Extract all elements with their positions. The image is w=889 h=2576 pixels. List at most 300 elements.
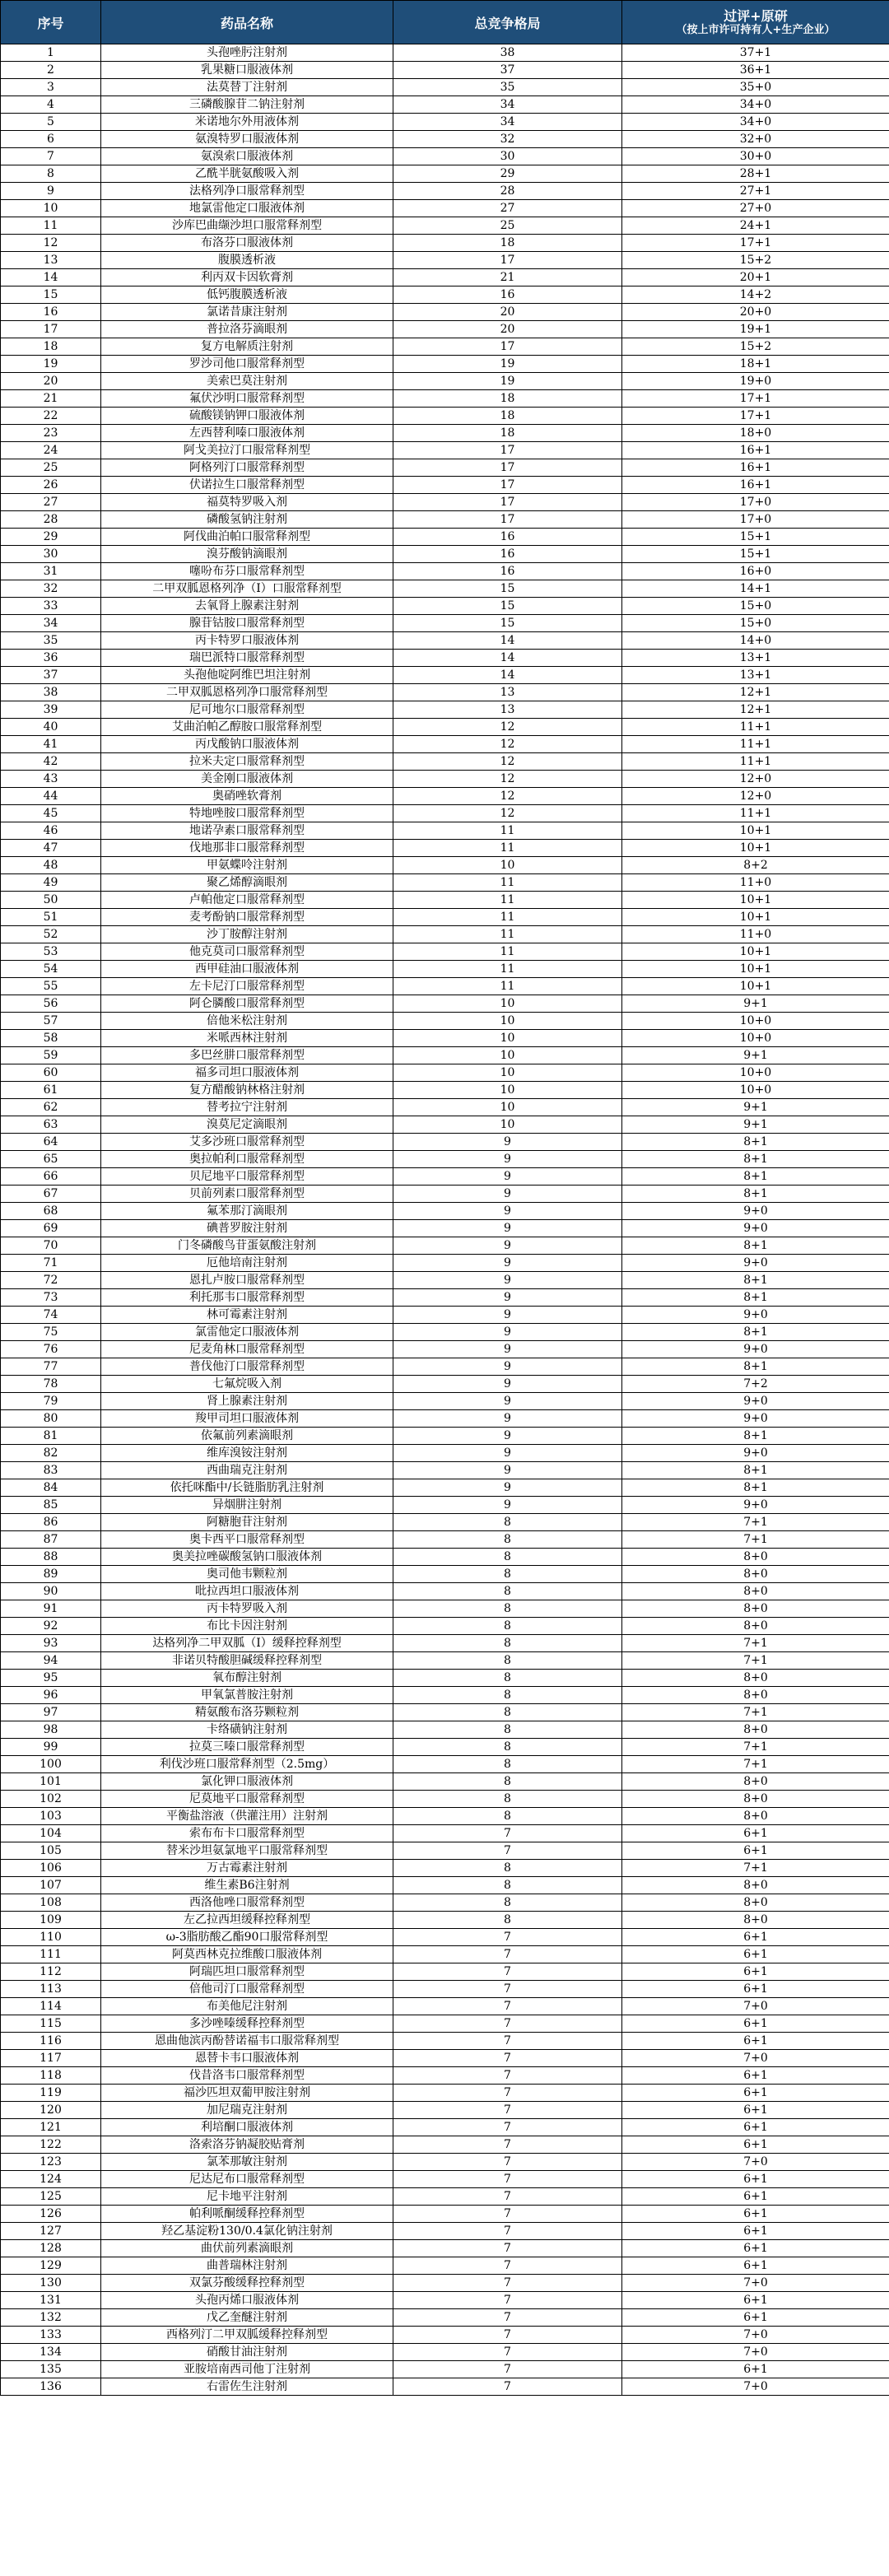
table-row	[1, 1376, 889, 1393]
table-row	[1, 165, 889, 183]
cell-total: 8	[393, 1791, 622, 1808]
cell-drug-name: 左卡尼汀口服常释剂型	[101, 978, 393, 995]
cell-total: 14	[393, 650, 622, 667]
cell-drug-name: 奥拉帕利口服常释剂型	[101, 1151, 393, 1168]
cell-total: 9	[393, 1220, 622, 1237]
table-row	[1, 1808, 889, 1825]
cell-drug-name: 阿莫西林克拉维酸口服液体剂	[101, 1946, 393, 1963]
cell-drug-name: 瑞巴派特口服常释剂型	[101, 650, 393, 667]
cell-total: 12	[393, 736, 622, 753]
table-row	[1, 511, 889, 529]
table-row	[1, 995, 889, 1013]
cell-total: 11	[393, 943, 622, 961]
cell-total: 8	[393, 1670, 622, 1687]
cell-review: 9+0	[622, 1497, 889, 1514]
cell-total: 13	[393, 684, 622, 701]
table-row	[1, 684, 889, 701]
cell-no: 45	[1, 805, 101, 822]
cell-no: 17	[1, 321, 101, 338]
table-row	[1, 1670, 889, 1687]
table-row	[1, 1583, 889, 1600]
cell-drug-name: 倍他米松注射剂	[101, 1013, 393, 1030]
cell-no: 62	[1, 1099, 101, 1116]
cell-no: 58	[1, 1030, 101, 1047]
cell-no: 89	[1, 1566, 101, 1583]
cell-total: 20	[393, 304, 622, 321]
cell-no: 39	[1, 701, 101, 719]
cell-review: 6+1	[622, 1825, 889, 1842]
cell-total: 7	[393, 2361, 622, 2378]
cell-total: 8	[393, 1877, 622, 1894]
cell-review: 34+0	[622, 96, 889, 114]
cell-review: 17+0	[622, 511, 889, 529]
cell-review: 8+1	[622, 1324, 889, 1341]
cell-total: 38	[393, 44, 622, 62]
cell-drug-name: 多巴丝肼口服常释剂型	[101, 1047, 393, 1064]
cell-total: 12	[393, 719, 622, 736]
table-row	[1, 286, 889, 304]
cell-no: 79	[1, 1393, 101, 1410]
cell-total: 11	[393, 840, 622, 857]
table-row	[1, 425, 889, 442]
cell-total: 7	[393, 2136, 622, 2154]
cell-total: 7	[393, 2015, 622, 2033]
cell-no: 127	[1, 2223, 101, 2240]
cell-review: 7+0	[622, 2327, 889, 2344]
cell-drug-name: 维库溴铵注射剂	[101, 1445, 393, 1462]
cell-drug-name: 奥卡西平口服常释剂型	[101, 1531, 393, 1549]
table-row	[1, 529, 889, 546]
cell-no: 36	[1, 650, 101, 667]
cell-no: 95	[1, 1670, 101, 1687]
cell-review: 11+1	[622, 736, 889, 753]
cell-drug-name: 甲氨蝶呤注射剂	[101, 857, 393, 874]
table-row	[1, 1047, 889, 1064]
cell-no: 77	[1, 1358, 101, 1376]
cell-total: 18	[393, 390, 622, 408]
cell-review: 14+1	[622, 580, 889, 598]
cell-drug-name: 拉米夫定口服常释剂型	[101, 753, 393, 771]
cell-total: 8	[393, 1808, 622, 1825]
cell-review: 8+1	[622, 1237, 889, 1255]
cell-total: 8	[393, 1635, 622, 1652]
table-row	[1, 96, 889, 114]
cell-no: 59	[1, 1047, 101, 1064]
cell-review: 15+1	[622, 546, 889, 563]
cell-drug-name: 布比卡因注射剂	[101, 1618, 393, 1635]
cell-no: 13	[1, 252, 101, 269]
cell-review: 6+1	[622, 1929, 889, 1946]
table-row	[1, 2154, 889, 2171]
table-row	[1, 2067, 889, 2085]
cell-total: 7	[393, 1998, 622, 2015]
cell-review: 9+0	[622, 1445, 889, 1462]
cell-drug-name: 奥司他韦颗粒剂	[101, 1566, 393, 1583]
table-row	[1, 1186, 889, 1203]
cell-no: 51	[1, 909, 101, 926]
table-row	[1, 408, 889, 425]
cell-drug-name: 左乙拉西坦缓释控释剂型	[101, 1912, 393, 1929]
table-row	[1, 183, 889, 200]
cell-total: 12	[393, 771, 622, 788]
cell-no: 107	[1, 1877, 101, 1894]
cell-review: 15+2	[622, 252, 889, 269]
cell-no: 93	[1, 1635, 101, 1652]
cell-drug-name: 布洛芬口服液体剂	[101, 235, 393, 252]
cell-review: 18+1	[622, 356, 889, 373]
cell-no: 80	[1, 1410, 101, 1428]
cell-total: 9	[393, 1134, 622, 1151]
cell-drug-name: 氧布醇注射剂	[101, 1670, 393, 1687]
cell-no: 119	[1, 2085, 101, 2102]
cell-drug-name: 西曲瑞克注射剂	[101, 1462, 393, 1479]
cell-drug-name: 米哌西林注射剂	[101, 1030, 393, 1047]
cell-review: 6+1	[622, 2171, 889, 2188]
cell-total: 8	[393, 1600, 622, 1618]
cell-drug-name: 右雷佐生注射剂	[101, 2378, 393, 2396]
cell-review: 16+1	[622, 459, 889, 477]
header-review-main: 过评+原研	[724, 7, 788, 24]
cell-total: 8	[393, 1687, 622, 1704]
cell-review: 8+0	[622, 1773, 889, 1791]
cell-no: 44	[1, 788, 101, 805]
cell-no: 114	[1, 1998, 101, 2015]
cell-review: 8+0	[622, 1583, 889, 1600]
cell-review: 10+1	[622, 943, 889, 961]
cell-total: 8	[393, 1704, 622, 1721]
cell-total: 17	[393, 477, 622, 494]
cell-no: 37	[1, 667, 101, 684]
cell-review: 9+0	[622, 1220, 889, 1237]
cell-drug-name: 福沙匹坦双葡甲胺注射剂	[101, 2085, 393, 2102]
cell-drug-name: 丙卡特罗口服液体剂	[101, 632, 393, 650]
cell-no: 7	[1, 148, 101, 165]
cell-drug-name: 门冬磷酸鸟苷蛋氨酸注射剂	[101, 1237, 393, 1255]
cell-no: 92	[1, 1618, 101, 1635]
table-row	[1, 79, 889, 96]
cell-review: 12+1	[622, 684, 889, 701]
table-row	[1, 1445, 889, 1462]
table-row	[1, 1358, 889, 1376]
cell-drug-name: 奥硝唑软膏剂	[101, 788, 393, 805]
cell-drug-name: 氟伏沙明口服常释剂型	[101, 390, 393, 408]
cell-drug-name: 氨溴特罗口服液体剂	[101, 131, 393, 148]
table-row	[1, 1912, 889, 1929]
cell-no: 42	[1, 753, 101, 771]
cell-total: 9	[393, 1289, 622, 1307]
table-row	[1, 1860, 889, 1877]
cell-no: 33	[1, 598, 101, 615]
cell-review: 11+1	[622, 805, 889, 822]
cell-no: 25	[1, 459, 101, 477]
cell-review: 10+1	[622, 892, 889, 909]
cell-drug-name: 硫酸镁钠钾口服液体剂	[101, 408, 393, 425]
cell-total: 18	[393, 408, 622, 425]
cell-no: 101	[1, 1773, 101, 1791]
cell-no: 15	[1, 286, 101, 304]
table-row	[1, 2136, 889, 2154]
table-row	[1, 1064, 889, 1082]
cell-total: 7	[393, 1981, 622, 1998]
table-row	[1, 2292, 889, 2309]
table-row	[1, 2119, 889, 2136]
table-row	[1, 2257, 889, 2275]
cell-drug-name: 氯雷他定口服液体剂	[101, 1324, 393, 1341]
cell-no: 123	[1, 2154, 101, 2171]
cell-drug-name: 卡络磺钠注射剂	[101, 1721, 393, 1739]
table-row	[1, 822, 889, 840]
cell-review: 9+0	[622, 1255, 889, 1272]
table-row	[1, 805, 889, 822]
cell-drug-name: 福莫特罗吸入剂	[101, 494, 393, 511]
cell-drug-name: 复方醋酸钠林格注射剂	[101, 1082, 393, 1099]
table-row	[1, 2344, 889, 2361]
cell-total: 17	[393, 338, 622, 356]
cell-drug-name: 溴芬酸钠滴眼剂	[101, 546, 393, 563]
cell-review: 17+1	[622, 235, 889, 252]
cell-drug-name: 肾上腺素注射剂	[101, 1393, 393, 1410]
cell-review: 6+1	[622, 2223, 889, 2240]
cell-review: 8+2	[622, 857, 889, 874]
cell-drug-name: 罗沙司他口服常释剂型	[101, 356, 393, 373]
cell-review: 8+0	[622, 1877, 889, 1894]
table-row	[1, 373, 889, 390]
cell-no: 75	[1, 1324, 101, 1341]
table-row	[1, 1531, 889, 1549]
cell-total: 8	[393, 1618, 622, 1635]
cell-drug-name: 精氨酸布洛芬颗粒剂	[101, 1704, 393, 1721]
cell-review: 9+1	[622, 995, 889, 1013]
cell-no: 21	[1, 390, 101, 408]
cell-total: 20	[393, 321, 622, 338]
cell-no: 52	[1, 926, 101, 943]
table-row	[1, 546, 889, 563]
table-row	[1, 1618, 889, 1635]
cell-no: 34	[1, 615, 101, 632]
cell-no: 71	[1, 1255, 101, 1272]
cell-drug-name: 硝酸甘油注射剂	[101, 2344, 393, 2361]
cell-review: 8+1	[622, 1358, 889, 1376]
cell-total: 10	[393, 1013, 622, 1030]
cell-no: 106	[1, 1860, 101, 1877]
cell-total: 7	[393, 2171, 622, 2188]
cell-no: 41	[1, 736, 101, 753]
cell-no: 50	[1, 892, 101, 909]
cell-drug-name: 厄他培南注射剂	[101, 1255, 393, 1272]
cell-total: 9	[393, 1186, 622, 1203]
cell-review: 8+1	[622, 1289, 889, 1307]
cell-review: 17+1	[622, 408, 889, 425]
table-row	[1, 1237, 889, 1255]
table-row	[1, 114, 889, 131]
cell-no: 103	[1, 1808, 101, 1825]
table-row	[1, 1255, 889, 1272]
cell-total: 30	[393, 148, 622, 165]
cell-no: 128	[1, 2240, 101, 2257]
cell-drug-name: 氯苯那敏注射剂	[101, 2154, 393, 2171]
cell-total: 7	[393, 2344, 622, 2361]
cell-review: 7+2	[622, 1376, 889, 1393]
cell-review: 15+1	[622, 529, 889, 546]
cell-no: 18	[1, 338, 101, 356]
cell-total: 12	[393, 788, 622, 805]
cell-total: 7	[393, 2223, 622, 2240]
cell-total: 11	[393, 874, 622, 892]
cell-total: 32	[393, 131, 622, 148]
table-row	[1, 892, 889, 909]
cell-review: 35+0	[622, 79, 889, 96]
cell-review: 6+1	[622, 2240, 889, 2257]
table-row	[1, 494, 889, 511]
cell-drug-name: 加尼瑞克注射剂	[101, 2102, 393, 2119]
cell-no: 124	[1, 2171, 101, 2188]
cell-no: 6	[1, 131, 101, 148]
cell-drug-name: 吡拉西坦口服液体剂	[101, 1583, 393, 1600]
cell-no: 29	[1, 529, 101, 546]
cell-total: 7	[393, 2378, 622, 2396]
cell-review: 11+0	[622, 926, 889, 943]
cell-drug-name: 艾多沙班口服常释剂型	[101, 1134, 393, 1151]
table-row	[1, 580, 889, 598]
table-row	[1, 252, 889, 269]
cell-drug-name: 丙卡特罗吸入剂	[101, 1600, 393, 1618]
cell-no: 102	[1, 1791, 101, 1808]
cell-drug-name: 去氧肾上腺素注射剂	[101, 598, 393, 615]
table-row	[1, 1462, 889, 1479]
cell-no: 125	[1, 2188, 101, 2206]
table-row	[1, 615, 889, 632]
cell-drug-name: 曲伏前列素滴眼剂	[101, 2240, 393, 2257]
cell-review: 28+1	[622, 165, 889, 183]
header-total-competition: 总竞争格局	[393, 1, 622, 44]
table-row	[1, 1963, 889, 1981]
cell-no: 70	[1, 1237, 101, 1255]
table-row	[1, 736, 889, 753]
cell-no: 11	[1, 217, 101, 235]
cell-total: 10	[393, 1099, 622, 1116]
cell-drug-name: 万古霉素注射剂	[101, 1860, 393, 1877]
table-row	[1, 857, 889, 874]
cell-drug-name: 麦考酚钠口服常释剂型	[101, 909, 393, 926]
cell-no: 54	[1, 961, 101, 978]
cell-total: 12	[393, 805, 622, 822]
cell-no: 64	[1, 1134, 101, 1151]
cell-review: 6+1	[622, 2309, 889, 2327]
cell-drug-name: 伐昔洛韦口服常释剂型	[101, 2067, 393, 2085]
cell-review: 8+1	[622, 1134, 889, 1151]
cell-review: 14+0	[622, 632, 889, 650]
cell-total: 7	[393, 1825, 622, 1842]
cell-total: 10	[393, 1030, 622, 1047]
table-row	[1, 321, 889, 338]
table-row	[1, 1116, 889, 1134]
cell-no: 91	[1, 1600, 101, 1618]
header-review-sub: （按上市许可持有人+生产企业）	[676, 23, 835, 36]
cell-review: 8+0	[622, 1566, 889, 1583]
cell-review: 10+1	[622, 961, 889, 978]
cell-total: 8	[393, 1756, 622, 1773]
cell-review: 17+1	[622, 390, 889, 408]
cell-review: 9+0	[622, 1410, 889, 1428]
cell-review: 20+0	[622, 304, 889, 321]
cell-drug-name: 尼达尼布口服常释剂型	[101, 2171, 393, 2188]
cell-drug-name: 复方电解质注射剂	[101, 338, 393, 356]
table-row	[1, 874, 889, 892]
cell-total: 9	[393, 1151, 622, 1168]
cell-review: 7+0	[622, 1998, 889, 2015]
cell-review: 30+0	[622, 148, 889, 165]
cell-review: 8+1	[622, 1462, 889, 1479]
cell-review: 11+0	[622, 874, 889, 892]
cell-drug-name: 利丙双卡因软膏剂	[101, 269, 393, 286]
cell-no: 32	[1, 580, 101, 598]
cell-no: 122	[1, 2136, 101, 2154]
table-row	[1, 632, 889, 650]
cell-total: 10	[393, 1064, 622, 1082]
cell-no: 116	[1, 2033, 101, 2050]
cell-drug-name: 二甲双胍恩格列净口服常释剂型	[101, 684, 393, 701]
cell-no: 131	[1, 2292, 101, 2309]
cell-review: 20+1	[622, 269, 889, 286]
cell-drug-name: 西甲硅油口服液体剂	[101, 961, 393, 978]
cell-drug-name: 达格列净二甲双胍（I）缓释控释剂型	[101, 1635, 393, 1652]
cell-total: 28	[393, 183, 622, 200]
cell-total: 10	[393, 857, 622, 874]
table-row	[1, 926, 889, 943]
table-row	[1, 442, 889, 459]
table-row	[1, 650, 889, 667]
cell-total: 21	[393, 269, 622, 286]
table-row	[1, 356, 889, 373]
cell-drug-name: 阿仑膦酸口服常释剂型	[101, 995, 393, 1013]
cell-total: 9	[393, 1428, 622, 1445]
cell-review: 9+0	[622, 1307, 889, 1324]
table-row	[1, 961, 889, 978]
table-row	[1, 1479, 889, 1497]
cell-review: 12+0	[622, 771, 889, 788]
table-row	[1, 2033, 889, 2050]
cell-no: 56	[1, 995, 101, 1013]
table-row	[1, 62, 889, 79]
cell-no: 133	[1, 2327, 101, 2344]
cell-review: 10+0	[622, 1030, 889, 1047]
table-row	[1, 44, 889, 62]
cell-no: 99	[1, 1739, 101, 1756]
cell-review: 7+1	[622, 1704, 889, 1721]
cell-total: 8	[393, 1739, 622, 1756]
cell-review: 8+1	[622, 1186, 889, 1203]
cell-no: 118	[1, 2067, 101, 2085]
table-row	[1, 1998, 889, 2015]
cell-review: 11+1	[622, 719, 889, 736]
cell-review: 27+1	[622, 183, 889, 200]
cell-drug-name: 噻吩布芬口服常释剂型	[101, 563, 393, 580]
cell-total: 11	[393, 822, 622, 840]
cell-total: 13	[393, 701, 622, 719]
table-row	[1, 1600, 889, 1618]
cell-drug-name: 多沙唑嗪缓释控释剂型	[101, 2015, 393, 2033]
cell-review: 8+0	[622, 1618, 889, 1635]
cell-total: 8	[393, 1549, 622, 1566]
table-row	[1, 598, 889, 615]
cell-drug-name: 法莫替丁注射剂	[101, 79, 393, 96]
cell-no: 46	[1, 822, 101, 840]
cell-drug-name: 氯化钾口服液体剂	[101, 1773, 393, 1791]
cell-no: 136	[1, 2378, 101, 2396]
cell-no: 53	[1, 943, 101, 961]
cell-review: 8+0	[622, 1670, 889, 1687]
table-row	[1, 1410, 889, 1428]
